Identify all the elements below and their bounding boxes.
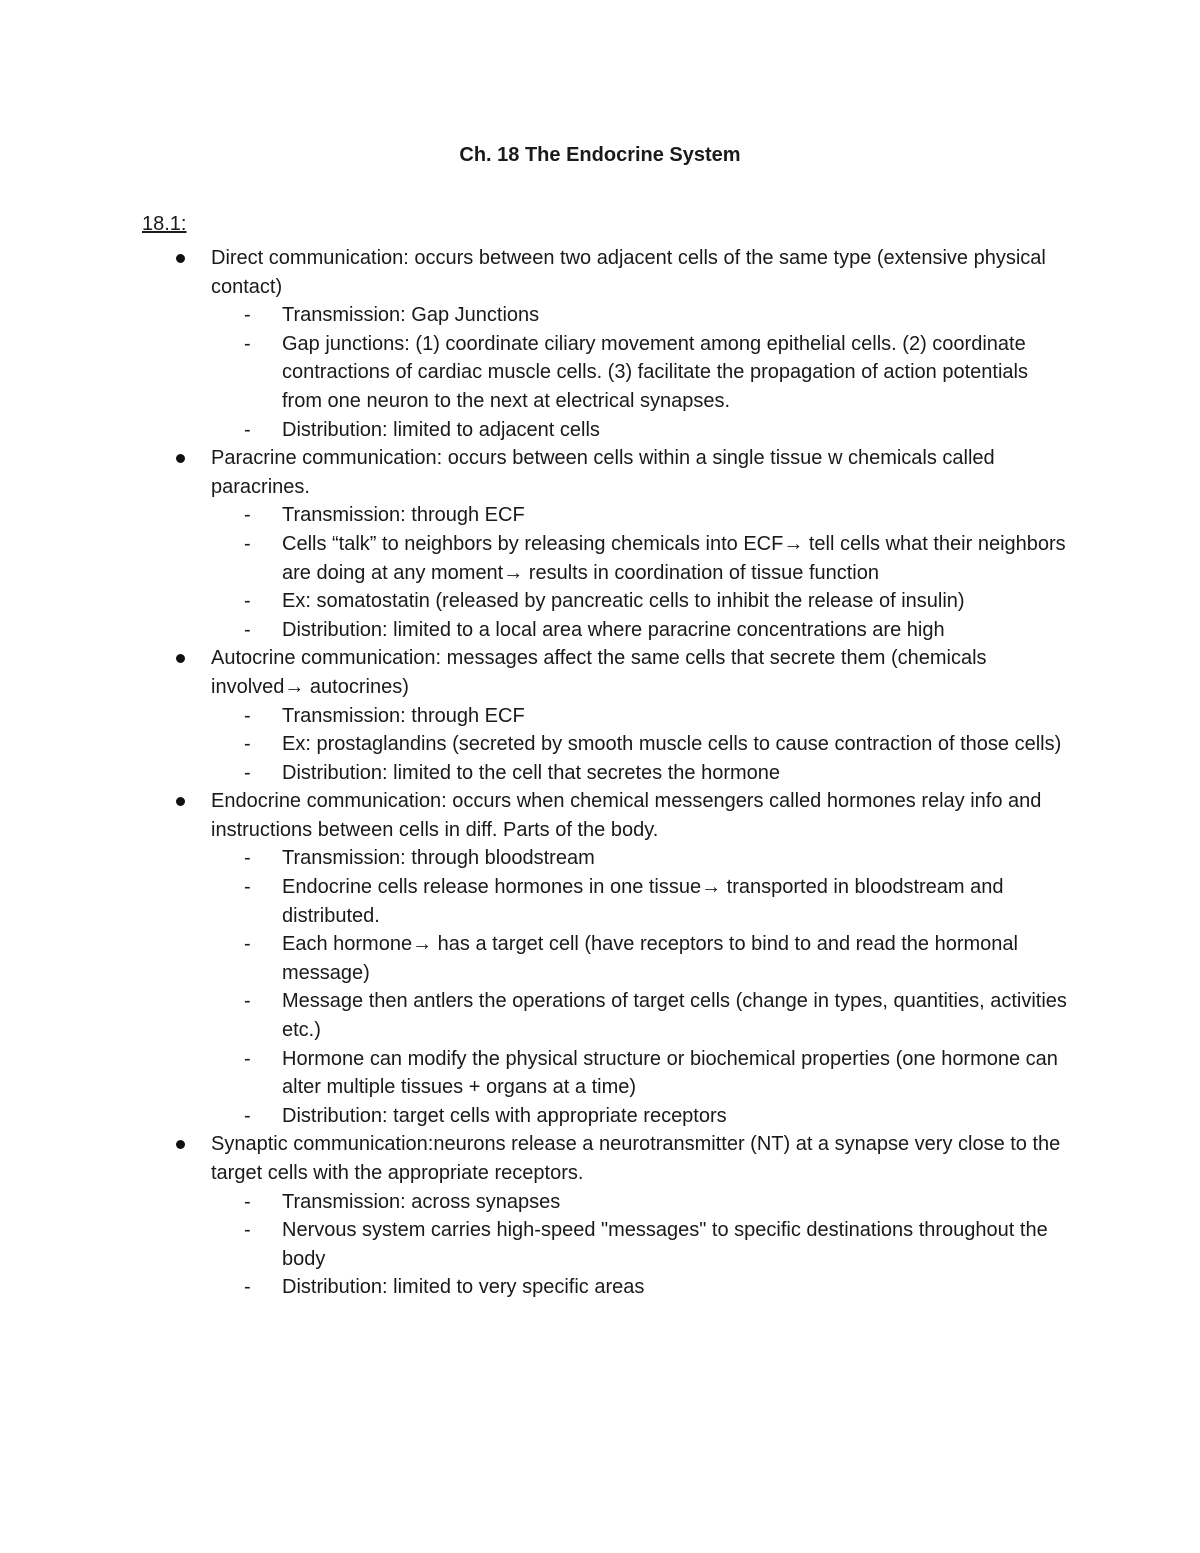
- sub-item-text: Cells “talk” to neighbors by releasing chemicals into ECF→ tell cells what their neighbors are doing at any moment→ results in coordination of tissue function: [282, 532, 1066, 584]
- dash-icon: -: [244, 876, 251, 899]
- dash-icon: -: [244, 504, 251, 527]
- sub-item-text: Transmission: through ECF: [282, 704, 525, 727]
- sub-item: [0, 1273, 1072, 1302]
- sub-item-text: Each hormone→ has a target cell (have receptors to bind to and read the hormonal message): [282, 933, 1018, 984]
- sub-item: [0, 702, 1072, 731]
- dash-icon: -: [244, 532, 251, 555]
- dash-icon: -: [244, 761, 251, 784]
- sub-item: [0, 1102, 1072, 1131]
- bullet-dot-icon: [176, 254, 185, 263]
- dash-icon: -: [244, 933, 251, 956]
- dash-icon: -: [244, 304, 251, 327]
- bullet-dot-icon: [176, 454, 185, 463]
- sub-item: [0, 873, 1072, 930]
- sub-item-text: Gap junctions: (1) coordinate ciliary movement among epithelial cells. (2) coordinate contractions of cardiac muscle cells. (3) facilitate the propagation of action potentials from one neuron to the next at electrical synapses.: [282, 332, 1028, 412]
- bullet-item: [0, 644, 1081, 701]
- sub-item-text: Distribution: limited to very specific areas: [282, 1276, 645, 1299]
- sub-item: [0, 1216, 1072, 1273]
- dash-icon: -: [244, 618, 251, 641]
- bullet-item: [0, 244, 1081, 301]
- sub-item-text: Distribution: limited to the cell that secretes the hormone: [282, 761, 781, 784]
- sub-item-text: Distribution: limited to adjacent cells: [282, 418, 600, 441]
- sub-item-text: Transmission: across synapses: [282, 1190, 561, 1213]
- sub-item-text: Message then antlers the operations of target cells (change in types, quantities, activities etc.): [282, 990, 1067, 1042]
- sub-item-text: Transmission: through bloodstream: [282, 847, 595, 870]
- section-label: 18.1:: [142, 213, 187, 235]
- sub-item-text: Endocrine cells release hormones in one tissue→ transported in bloodstream and distributed.: [282, 876, 1004, 927]
- sub-item-text: Distribution: limited to a local area where paracrine concentrations are high: [282, 618, 945, 641]
- sub-item: [0, 616, 1072, 645]
- bullet-item: [0, 787, 1081, 844]
- sub-item: [0, 530, 1072, 587]
- sub-item-text: Ex: prostaglandins (secreted by smooth muscle cells to cause contraction of those cells): [282, 733, 1062, 756]
- sub-item: [0, 987, 1072, 1044]
- bullet-dot-icon: [176, 1140, 185, 1149]
- sub-item: [0, 730, 1072, 759]
- sub-item: [0, 587, 1072, 616]
- dash-icon: -: [244, 590, 251, 613]
- sub-item: [0, 930, 1072, 987]
- sub-item: [0, 330, 1072, 416]
- sub-item: [0, 1045, 1072, 1102]
- page-title: Ch. 18 The Endocrine System: [459, 144, 741, 166]
- dash-icon: -: [244, 1219, 251, 1242]
- sub-item: [0, 301, 1072, 330]
- sub-item: [0, 759, 1072, 788]
- dash-icon: -: [244, 332, 251, 355]
- bullet-item: [0, 1130, 1081, 1187]
- dash-icon: -: [244, 1190, 251, 1213]
- bullet-dot-icon: [176, 654, 185, 663]
- bullet-text: Autocrine communication: messages affect the same cells that secrete them (chemicals involved→ autocrines): [211, 647, 987, 698]
- dash-icon: -: [244, 1047, 251, 1070]
- sub-item-text: Transmission: through ECF: [282, 504, 525, 527]
- bullet-text: Direct communication: occurs between two adjacent cells of the same type (extensive physical contact): [211, 247, 1046, 298]
- dash-icon: -: [244, 847, 251, 870]
- bullet-text: Synaptic communication:neurons release a neurotransmitter (NT) at a synapse very close to the target cells with the appropriate receptors.: [211, 1133, 1061, 1184]
- dash-icon: -: [244, 1276, 251, 1299]
- sub-item-text: Hormone can modify the physical structure or biochemical properties (one hormone can alter multiple tissues + organs at a time): [282, 1047, 1058, 1099]
- sub-item: [0, 844, 1072, 873]
- dash-icon: -: [244, 1104, 251, 1127]
- dash-icon: -: [244, 990, 251, 1013]
- sub-item-text: Transmission: Gap Junctions: [282, 304, 540, 327]
- sub-item-text: Nervous system carries high-speed "messages" to specific destinations throughout the body: [282, 1219, 1048, 1270]
- sub-item: [0, 501, 1072, 530]
- notes-list: [0, 244, 1200, 1302]
- dash-icon: -: [244, 418, 251, 441]
- dash-icon: -: [244, 704, 251, 727]
- bullet-text: Paracrine communication: occurs between cells within a single tissue w chemicals called paracrines.: [211, 447, 995, 498]
- bullet-dot-icon: [176, 797, 185, 806]
- dash-icon: -: [244, 733, 251, 756]
- bullet-item: [0, 444, 1081, 501]
- sub-item: [0, 1188, 1072, 1217]
- sub-item: [0, 416, 1072, 445]
- sub-item-text: Ex: somatostatin (released by pancreatic cells to inhibit the release of insulin): [282, 590, 965, 613]
- sub-item-text: Distribution: target cells with appropriate receptors: [282, 1104, 727, 1127]
- bullet-text: Endocrine communication: occurs when chemical messengers called hormones relay info and instructions between cells in diff. Parts of the body.: [211, 790, 1042, 841]
